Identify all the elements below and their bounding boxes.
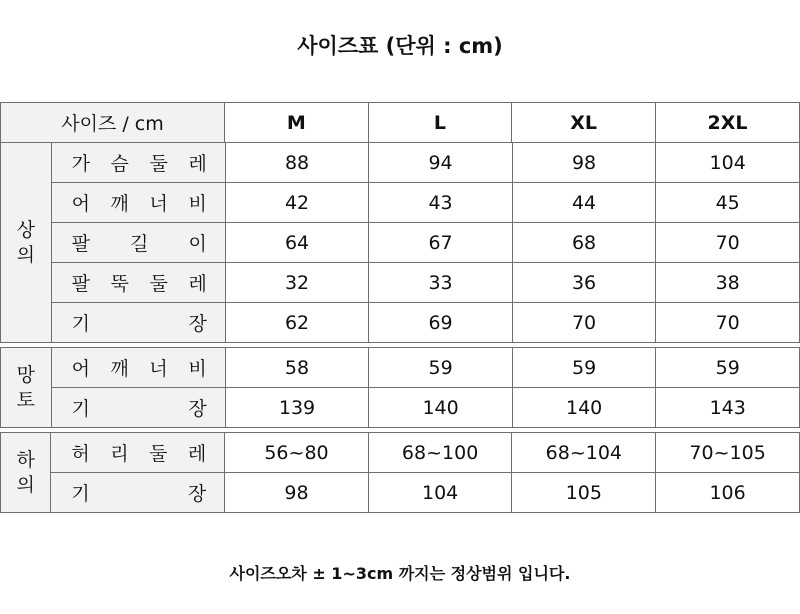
- table-row: [1, 473, 800, 513]
- value-cell: 139: [225, 388, 369, 428]
- group-label-bottom: [1, 433, 51, 513]
- value-cell: 32: [225, 263, 369, 303]
- value-cell: 70: [656, 223, 800, 263]
- row-label-char: 비: [188, 358, 207, 380]
- value-cell: 140: [512, 388, 656, 428]
- value-cell: 62: [225, 303, 369, 343]
- row-label-char: 어: [71, 358, 90, 380]
- row-label: [51, 348, 225, 388]
- row-label-char: 장: [188, 313, 207, 335]
- row-label-char: 레: [187, 443, 207, 465]
- row-label: [51, 183, 225, 223]
- value-cell: 104: [656, 143, 800, 183]
- header-row: [1, 103, 800, 143]
- value-cell: 104: [368, 473, 512, 513]
- row-label: [51, 433, 225, 473]
- group-label-top: [1, 143, 52, 343]
- group-label-cape: [1, 348, 52, 428]
- size-header-l: L: [368, 103, 512, 143]
- row-label-char: 레: [188, 273, 207, 295]
- row-label: [51, 143, 225, 183]
- size-header-xl: XL: [512, 103, 656, 143]
- value-cell: 68~104: [512, 433, 656, 473]
- group-label-char: 망: [16, 363, 35, 386]
- row-label-char: 장: [188, 398, 207, 420]
- page-title: 사이즈표 (단위 : cm): [297, 34, 503, 58]
- table-row: [1, 183, 800, 223]
- row-label: [51, 473, 225, 513]
- size-header-2xl: 2XL: [656, 103, 800, 143]
- table-row: [1, 348, 800, 388]
- row-label-char: 둘: [149, 273, 168, 295]
- size-header-table: [0, 102, 800, 143]
- group-label-char: 의: [16, 243, 35, 266]
- value-cell: 106: [656, 473, 800, 513]
- value-cell: 59: [369, 348, 513, 388]
- row-label: [51, 388, 225, 428]
- section-table-cape: [0, 347, 800, 428]
- row-label-char: 허: [71, 443, 90, 465]
- row-label-char: 팔: [71, 233, 90, 255]
- size-header-m: M: [224, 103, 368, 143]
- row-label: [51, 223, 225, 263]
- value-cell: 43: [369, 183, 513, 223]
- value-cell: 68: [512, 223, 656, 263]
- value-cell: 58: [225, 348, 369, 388]
- row-label-char: 기: [71, 483, 90, 505]
- value-cell: 69: [369, 303, 513, 343]
- row-label-char: 뚝: [110, 273, 129, 295]
- value-cell: 56~80: [225, 433, 369, 473]
- value-cell: 98: [512, 143, 656, 183]
- footer-note: 사이즈오차 ± 1~3cm 까지는 정상범위 입니다.: [229, 564, 571, 583]
- group-label-char: 상: [16, 218, 35, 241]
- row-label-char: 기: [71, 398, 90, 420]
- row-label-char: 가: [71, 153, 90, 175]
- group-label-char: 의: [16, 473, 35, 496]
- table-row: [1, 433, 800, 473]
- table-row: [1, 388, 800, 428]
- row-label-char: 레: [188, 153, 207, 175]
- row-label-char: 기: [71, 313, 90, 335]
- group-label-char: 토: [16, 388, 35, 411]
- table-row: [1, 223, 800, 263]
- section-table-bottom: [0, 432, 800, 513]
- row-label: [51, 263, 225, 303]
- value-cell: 36: [512, 263, 656, 303]
- row-label-char: 슴: [110, 153, 129, 175]
- section-table-top: [0, 142, 800, 343]
- row-label-char: 리: [110, 443, 129, 465]
- value-cell: 59: [512, 348, 656, 388]
- value-cell: 42: [225, 183, 369, 223]
- row-label-char: 깨: [110, 358, 129, 380]
- row-label-char: 이: [188, 233, 207, 255]
- table-row: [1, 263, 800, 303]
- value-cell: 98: [225, 473, 369, 513]
- value-cell: 68~100: [368, 433, 512, 473]
- value-cell: 88: [225, 143, 369, 183]
- row-label-char: 장: [187, 483, 207, 505]
- value-cell: 70: [656, 303, 800, 343]
- value-cell: 67: [369, 223, 513, 263]
- row-label-char: 어: [71, 193, 90, 215]
- row-label-char: 둘: [149, 153, 168, 175]
- value-cell: 94: [369, 143, 513, 183]
- row-label-char: 너: [149, 358, 168, 380]
- value-cell: 105: [512, 473, 656, 513]
- row-label: [51, 303, 225, 343]
- row-label-char: 팔: [71, 273, 90, 295]
- value-cell: 44: [512, 183, 656, 223]
- value-cell: 70~105: [656, 433, 800, 473]
- table-row: [1, 143, 800, 183]
- row-label-char: 깨: [110, 193, 129, 215]
- header-corner-cell: 사이즈 / cm: [1, 103, 225, 143]
- value-cell: 140: [369, 388, 513, 428]
- row-label-char: 너: [149, 193, 168, 215]
- value-cell: 59: [656, 348, 800, 388]
- value-cell: 143: [656, 388, 800, 428]
- value-cell: 45: [656, 183, 800, 223]
- table-row: [1, 303, 800, 343]
- value-cell: 64: [225, 223, 369, 263]
- row-label-char: 둘: [149, 443, 168, 465]
- group-label-char: 하: [16, 448, 35, 471]
- value-cell: 33: [369, 263, 513, 303]
- row-label-char: 비: [188, 193, 207, 215]
- value-cell: 70: [512, 303, 656, 343]
- row-label-char: 길: [130, 233, 149, 255]
- value-cell: 38: [656, 263, 800, 303]
